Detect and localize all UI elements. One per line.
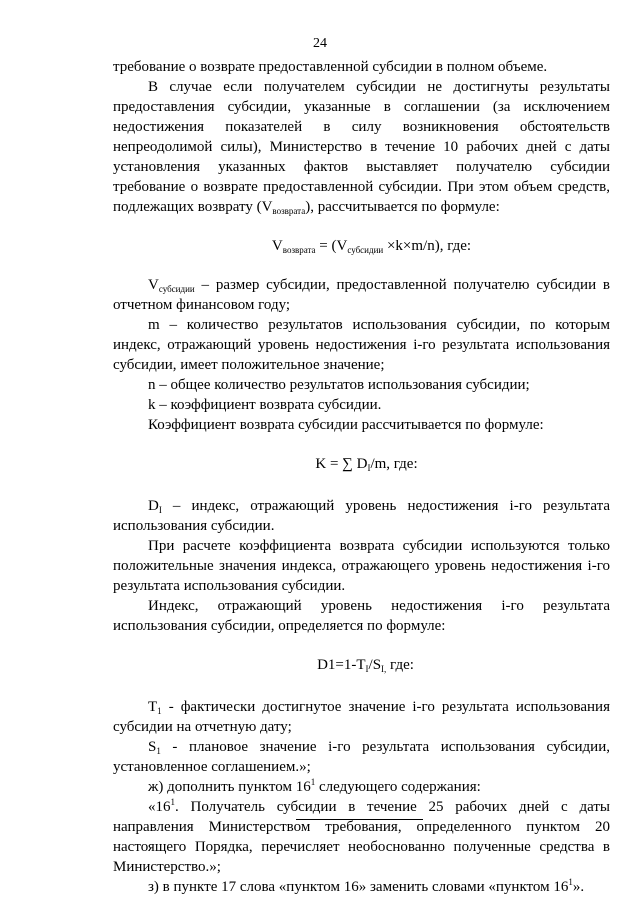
paragraph-amendment-z: з) в пункте 17 слова «пунктом 16» заменить словами «пунктом $16^1$». — [148, 877, 585, 895]
paragraph-calculation: При расчете коэффициента возврата субсидии используются только положительные значения индекса, отражающего уровень недостижения i-го результата использования субсидии. — [113, 538, 610, 594]
definition-t: $T_1$ - фактически достигнутое значение i-го результата использования субсидии на отчетную дату; — [113, 699, 610, 735]
paragraph-amendment-zh: ж) дополнить пунктом $16^1$ следующего содержания: — [148, 777, 481, 795]
document-body — [113, 57, 610, 897]
page-number: 24 — [313, 36, 327, 51]
definition-m: m – количество результатов использования субсидии, по которым индекс, отражающий уровень недостижения i-го результата использования субсидии, имеет положительное значение; — [113, 317, 610, 373]
definition-v-subsidy: $V_{субсидии}$ – размер субсидии, предоставленной получателю субсидии в отчетном финансовом году; — [113, 277, 610, 313]
footer-separator-line — [296, 819, 423, 820]
paragraph-k-formula-intro: Коэффициент возврата субсидии рассчитывается по формуле: — [148, 417, 544, 433]
paragraph-clause-16-1: «$16^1$. Получатель субсидии в течение 25 рабочих дней с даты направления Министерством требования, определенного пунктом 20 настоящего Порядка, перечисляет необоснованно полученные средства в Министерство.»; — [113, 797, 610, 875]
formula-return-volume: $V_{возврата} = (V_{субсидии} \times k\times m/n)$, где: — [271, 238, 472, 255]
formula-k: K = ∑ $D_I/m$, где: — [315, 456, 418, 473]
definition-k: k – коэффициент возврата субсидии. — [148, 397, 382, 413]
paragraph-index: Индекс, отражающий уровень недостижения i-го результата использования субсидии, определяется по формуле: — [113, 598, 610, 634]
paragraph-return-full: требование о возврате предоставленной субсидии в полном объеме. — [113, 59, 548, 75]
definition-d: $D_I$ – индекс, отражающий уровень недостижения i-го результата использования субсидии. — [113, 498, 610, 534]
definition-n: n – общее количество результатов использования субсидии; — [148, 377, 530, 393]
definition-s: $S_1$ - плановое значение i-го результата использования субсидии, установленное соглашением.»; — [113, 739, 610, 775]
formula-d1: $D1=1-T_I/S_{I,}$ где: — [317, 657, 414, 674]
paragraph-return-conditions: В случае если получателем субсидии не достигнуты результаты предоставления субсидии, указанные в соглашении (за исключением недостижения показателей в силу возникновения обстоятельств непреодолимой силы), Министерство в течение 10 рабочих дней с даты установления указанных фактов выставляет получателю субсидии требование о возврате предоставленной субсидии. При этом объем средств, подлежащих возврату $(V_{возврата})$, рассчитывается по формуле: — [113, 79, 610, 216]
